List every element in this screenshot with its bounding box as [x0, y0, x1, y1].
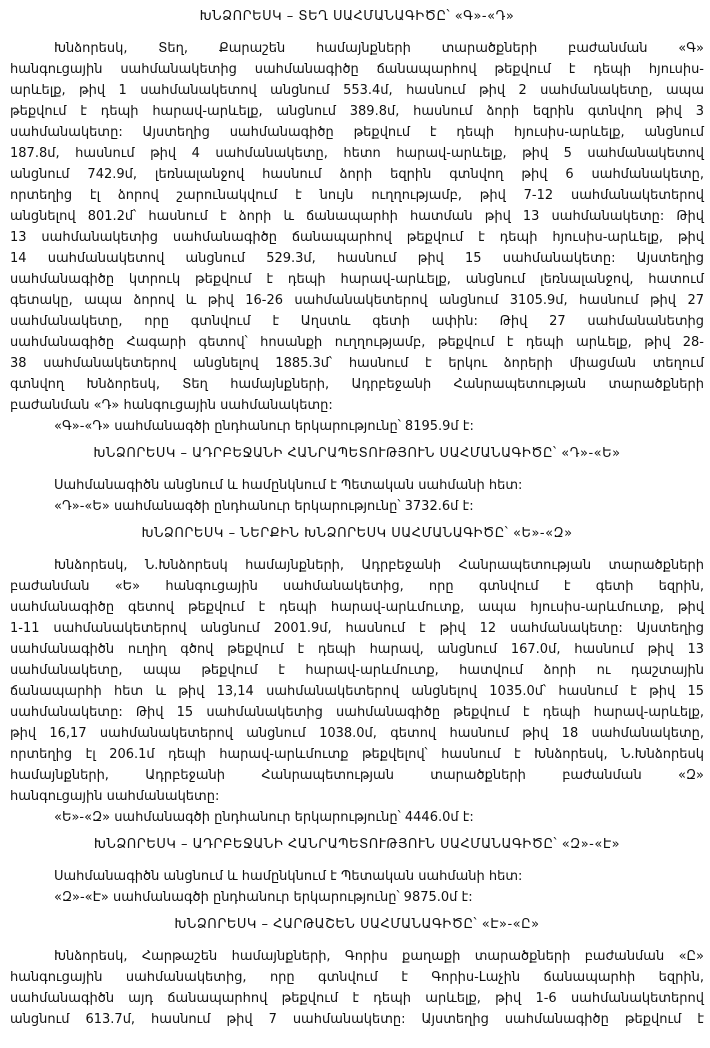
paragraph-line: սահմանակետը, ապա թեքվում է հարավ-արևմուտք, հատվում ձորի ու դաշտային: [10, 663, 704, 678]
paragraph-line: գետակը, ապա ձորով և թիվ 16-26 սահմանակետերով անցնում 3105.9մ, հասնում թիվ 27: [10, 293, 704, 308]
paragraph-line: բաժանման «Ե» հանգուցային սահմանակետից, որը գտնվում է գետի եզրին,: [10, 579, 704, 594]
section-title: ԽՆՁՈՐԵՍԿ – ԱԴՐԲԵՋԱՆԻ ՀԱՆՐԱՊԵՏՈՒԹՅՈՒՆ ՍԱՀՄԱՆԱԳԻԾԸ՝ «Դ»-«Ե»: [93, 446, 621, 461]
paragraph-line: 1-11 սահմանակետերով անցնում 2001.9մ, հասնում է թիվ 12 սահմանակետը: Այստեղից: [10, 621, 704, 636]
paragraph-line: սահմանագիծն ուղիղ գծով թեքվում է դեպի հարավ, անցնում 167.0մ, հասնում թիվ 13: [10, 642, 704, 657]
paragraph-line: անցնում 742.9մ, լեռնալանջով հասնում ձորի եզրին գտնվող թիվ 6 սահմանակետը,: [10, 167, 704, 182]
paragraph-line: սահմանակետը: Այստեղից սահմանագիծը թեքվում է դեպի հյուսիս-արևելք, անցնում: [10, 125, 704, 140]
paragraph-line: 38 սահմանակետերով անցնելով 1885.3մ՝ հասնում է երկու ձորերի միացման տեղում: [10, 356, 704, 371]
paragraph-line: սահմանակետը, որը գտնվում է Աղստև գետի ափին: Թիվ 27 սահմանանետից: [10, 314, 704, 329]
paragraph-line: որտեղից էլ ձորով շարունակվում է նույն ուղղությամբ, թիվ 7-12 սահմանակետերով: [10, 188, 704, 203]
section-note: Սահմանագիծն անցնում և համընկնում է Պետական սահմանի հետ:: [54, 869, 523, 884]
section-title: ԽՆՁՈՐԵՍԿ – ՀԱՐԹԱՇԵՆ ՍԱՀՄԱՆԱԳԻԾԸ՝ «Է»-«Ը»: [174, 917, 540, 932]
paragraph-line: սահմանագիծը կտրուկ թեքվում է դեպի հարավ-արևելք, անցնում լեռնալանջով, հատում: [10, 272, 704, 287]
section-total-length: «Ե»-«Զ» սահմանագծի ընդհանուր երկարությունը՝ 4446.0մ է:: [54, 810, 474, 825]
paragraph-line: համայնքների, Ադրբեջանի Հանրապետության տարածքների բաժանման «Զ»: [10, 768, 704, 783]
paragraph-line: գտնվող Խնձորեսկ, Տեղ համայնքների, Ադրբեջանի Հանրապետության տարածքների: [10, 377, 704, 392]
paragraph-line: ճանապարհի հետ և թիվ 13,14 սահմանակետերով անցնելով 1035.0մ՝ հասնում է թիվ 15: [10, 684, 704, 699]
section-title: ԽՆՁՈՐԵՍԿ – ԱԴՐԲԵՋԱՆԻ ՀԱՆՐԱՊԵՏՈՒԹՅՈՒՆ ՍԱՀՄԱՆԱԳԻԾԸ՝ «Զ»-«Է»: [93, 837, 621, 852]
paragraph-line: Խնձորեսկ, Հարթաշեն համայնքների, Գորիս քաղաքի տարածքների բաժանման «Ը»: [54, 949, 704, 964]
section-note: Սահմանագիծն անցնում և համընկնում է Պետական սահմանի հետ:: [54, 478, 523, 493]
section-title: ԽՆՁՈՐԵՍԿ – ՆԵՐՔԻՆ ԽՆՁՈՐԵՍԿ ՍԱՀՄԱՆԱԳԻԾԸ՝ «Ե»-«Զ»: [141, 526, 573, 541]
paragraph-line: սահմանագիծը գետով թեքվում է դեպի հարավ-արևմուտք, ապա հյուսիս-արևմուտք, թիվ: [10, 600, 704, 615]
paragraph-line: Խնձորեսկ, Տեղ, Քարաշեն համայնքների տարածքների բաժանման «Գ»: [54, 41, 704, 56]
paragraph-line: թիվ 16,17 սահմանակետերով անցնում 1038.0մ, գետով հասնում թիվ 18 սահմանակետը,: [10, 726, 704, 741]
section-title: ԽՆՁՈՐԵՍԿ – ՏԵՂ ՍԱՀՄԱՆԱԳԻԾԸ՝ «Գ»-«Դ»: [199, 9, 515, 24]
paragraph-line: 187.8մ, հասնում թիվ 4 սահմանակետը, հետո հարավ-արևելք, թիվ 5 սահմանակետով: [10, 146, 704, 161]
paragraph-line: արևելք, թիվ 1 սահմանակետով անցնում 553.4մ, հասնում թիվ 2 սահմանակետը, ապա: [10, 83, 704, 98]
document-page: [0, 6, 710, 1030]
paragraph-line: 13 սահմանակետից սահմանագիծը ճանապարհով թեքվում է դեպի հյուսիս-արևելք, թիվ: [10, 230, 704, 245]
paragraph-line: հանգուցային սահմանակետից, որը գտնվում է Գորիս-Լաչին ճանապարհի եզրին,: [10, 970, 704, 985]
paragraph-line: որտեղից էլ 206.1մ դեպի հարավ-արևմուտք թեքվելով՝ հասնում է Խնձորեսկ, Ն.Խնձորեսկ: [10, 747, 704, 762]
paragraph-line: 14 սահմանակետով անցնում 529.3մ, հասնում թիվ 15 սահմանակետը: Այստեղից: [10, 251, 704, 266]
paragraph-line: սահմանագիծն այդ ճանապարհով թեքվում է դեպի արևելք, թիվ 1-6 սահմանակետերով: [10, 991, 704, 1006]
paragraph-line: Խնձորեսկ, Ն.Խնձորեսկ համայնքների, Ադրբեջանի Հանրապետության տարածքների: [54, 558, 704, 573]
paragraph-line: բաժանման «Դ» հանգուցային սահմանակետը:: [10, 398, 333, 413]
paragraph-line: անցնելով 801.2մ՝ հասնում է ձորի և ճանապարհի հատման թիվ 13 սահմանակետը: Թիվ: [10, 209, 704, 224]
paragraph-line: թեքվում է դեպի հարավ-արևելք, անցնում 389.8մ, հասնում ձորի եզրին գտնվող թիվ 3: [10, 104, 704, 119]
section-total-length: «Գ»-«Դ» սահմանագծի ընդհանուր երկարությունը՝ 8195.9մ է:: [54, 419, 474, 434]
paragraph-line: անցնում 613.7մ, հասնում թիվ 7 սահմանակետը: Այստեղից սահմանագիծը թեքվում է: [10, 1012, 704, 1027]
section-total-length: «Դ»-«Ե» սահմանագծի ընդհանուր երկարությունը՝ 3732.6մ է:: [54, 499, 474, 514]
paragraph-line: հանգուցային սահմանակետը:: [10, 789, 220, 804]
paragraph-line: սահմանագիծը Հագարի գետով՝ հոսանքի ուղղությամբ, թեքվում է դեպի արևելք, թիվ 28-: [10, 335, 704, 350]
paragraph-line: սահմանակետը: Թիվ 15 սահմանակետից սահմանագիծը թեքվում է դեպի հարավ-արևելք,: [10, 705, 704, 720]
paragraph-line: հանգուցային սահմանակետից սահմանագիծը ճանապարհով թեքվում է դեպի հյուսիս-: [10, 62, 704, 77]
section-total-length: «Զ»-«Է» սահմանագծի ընդհանուր երկարությունը՝ 9875.0մ է:: [54, 890, 473, 905]
